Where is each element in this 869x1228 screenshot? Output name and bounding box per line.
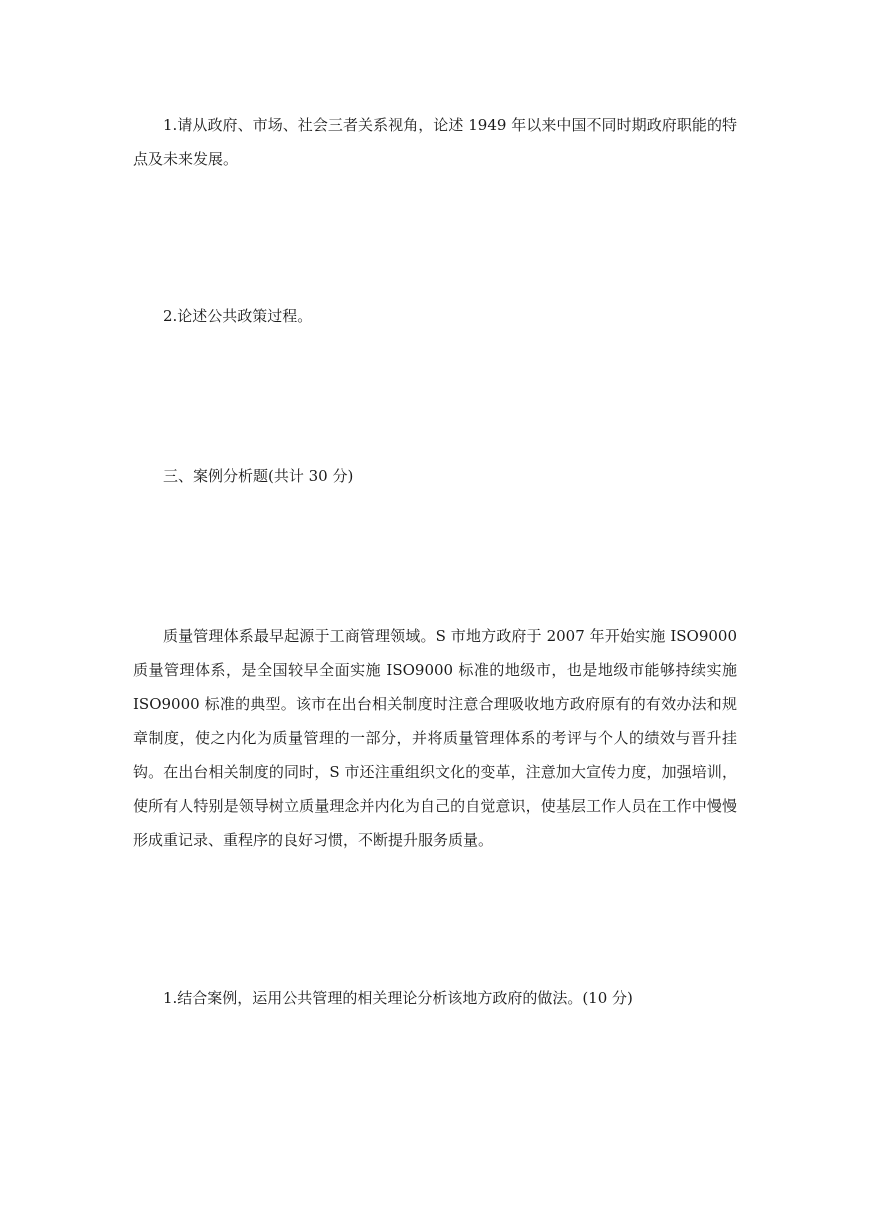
case-question-1: 1.结合案例，运用公共管理的相关理论分析该地方政府的做法。(10 分): [163, 989, 633, 1007]
essay-question-2: 2.论述公共政策过程。: [163, 307, 313, 325]
section-3-heading: 三、案例分析题(共计 30 分): [163, 467, 354, 485]
case-text: 质量管理体系最早起源于工商管理领域。S 市地方政府于 2007 年开始实施 ISO9000 质量管理体系，是全国较早全面实施 ISO9000 标准的地级市，也是地级市能够持续实施 ISO9000 标准的典型。该市在出台相关制度时注意合理吸收地方政府原有的有效办法和规章制度，使之内化为质量管理的一部分，并将质量管理体系的考评与个人的绩效与晋升挂钩。在出台相关制度的同时，S 市还注重组织文化的变革，注意加大宣传力度，加强培训，使所有人特别是领导树立质量理念并内化为自己的自觉意识，使基层工作人员在工作中慢慢形成重记录、重程序的良好习惯，不断提升服务质量。: [133, 627, 737, 849]
essay-question-1: 1.请从政府、市场、社会三者关系视角，论述 1949 年以来中国不同时期政府职能的特点及未来发展。: [133, 116, 737, 168]
